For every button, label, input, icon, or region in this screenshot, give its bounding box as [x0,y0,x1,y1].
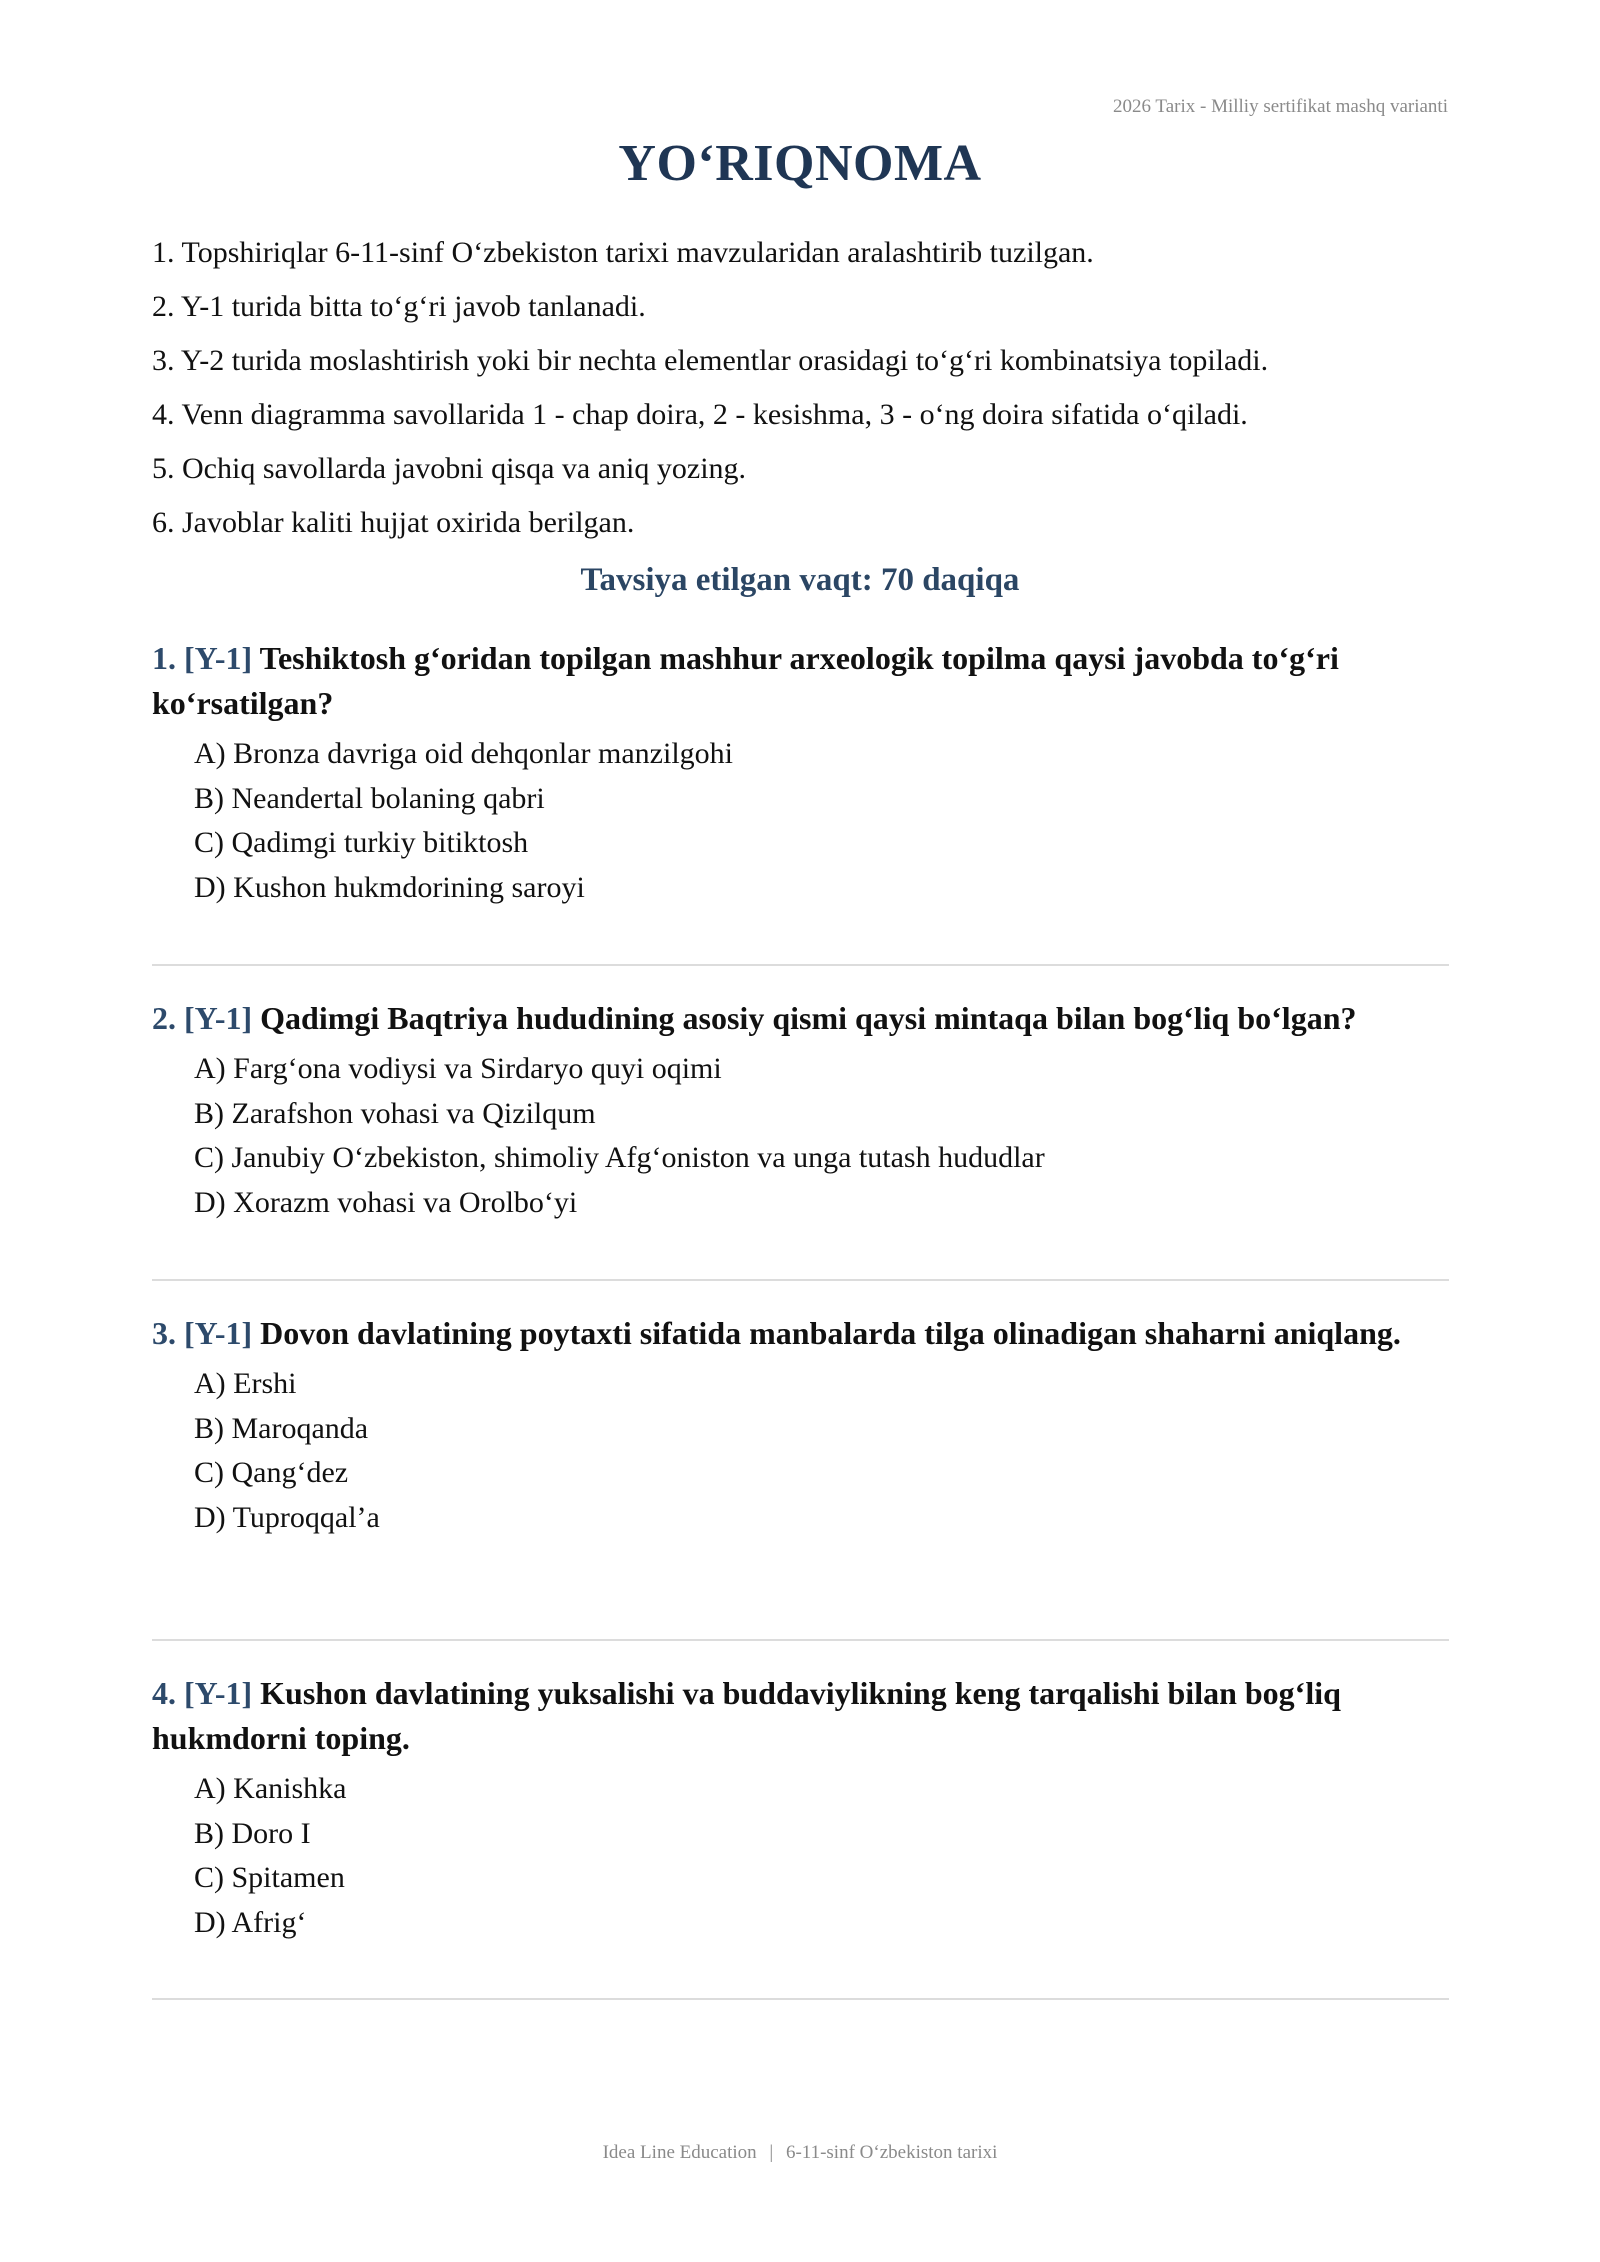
question-number: 4. [152,1675,176,1711]
question-type-tag: [Y-1] [184,1000,253,1036]
answer-option-d[interactable]: D) Tuproqqal’a [194,1500,380,1534]
question-divider [152,1639,1449,1641]
answer-options [194,1767,1452,1945]
answer-option-b[interactable]: B) Maroqanda [194,1411,369,1445]
question-heading [152,1311,1452,1356]
answer-option-a[interactable]: A) Kanishka [194,1772,347,1805]
answer-option-c[interactable]: C) Janubiy O‘zbekiston, shimoliy Afg‘oniston va unga tutash hududlar [194,1141,1045,1174]
answer-option-b[interactable]: B) Zarafshon vohasi va Qizilqum [194,1096,596,1130]
answer-option-d[interactable]: D) Xorazm vohasi va Orolbo‘yi [194,1185,578,1219]
question-heading [152,1671,1452,1761]
question-divider [152,1998,1449,2000]
instructions-list [152,226,1452,550]
instruction-item: 4. Venn diagramma savollarida 1 - chap doira, 2 - kesishma, 3 - o‘ng doira sifatida o‘qiladi. [152,398,1248,431]
instruction-item: 2. Y-1 turida bitta to‘g‘ri javob tanlanadi. [152,290,646,323]
footer-separator: | [769,2142,774,2163]
instruction-item: 3. Y-2 turida moslashtirish yoki bir nechta elementlar orasidagi to‘g‘ri kombinatsiya topiladi. [152,344,1269,377]
answer-option-b[interactable]: B) Neandertal bolaning qabri [194,781,545,815]
answer-options [194,732,1452,910]
page-footer [0,2142,1600,2164]
question-number: 1. [152,640,176,676]
question-text: Kushon davlatining yuksalishi va buddaviylikning keng tarqalishi bilan bog‘liq hukmdorni toping. [152,1675,1341,1756]
answer-option-d[interactable]: D) Kushon hukmdorining saroyi [194,870,585,904]
recommended-time: Tavsiya etilgan vaqt: 70 daqiqa [580,562,1020,598]
question-1 [152,636,1452,910]
question-type-tag: [Y-1] [184,640,253,676]
footer-publisher: Idea Line Education [602,2142,757,2163]
question-type-tag: [Y-1] [184,1675,253,1711]
question-number: 2. [152,1000,176,1036]
question-divider [152,964,1449,966]
answer-option-a[interactable]: A) Bronza davriga oid dehqonlar manzilgohi [194,737,734,770]
question-2 [152,996,1452,1225]
answer-option-d[interactable]: D) Afrig‘ [194,1905,307,1939]
instruction-item: 1. Topshiriqlar 6-11-sinf O‘zbekiston tarixi mavzularidan aralashtirib tuzilgan. [152,236,1094,269]
answer-options [194,1047,1452,1225]
answer-option-c[interactable]: C) Qang‘dez [194,1456,349,1489]
question-number: 3. [152,1315,176,1351]
question-4 [152,1671,1452,1945]
answer-option-a[interactable]: A) Farg‘ona vodiysi va Sirdaryo quyi oqimi [194,1052,722,1085]
footer-subject: 6-11-sinf O‘zbekiston tarixi [785,2142,998,2163]
question-type-tag: [Y-1] [184,1315,253,1351]
answer-option-c[interactable]: C) Qadimgi turkiy bitiktosh [194,826,529,859]
question-text: Qadimgi Baqtriya hududining asosiy qismi qaysi mintaqa bilan bog‘liq bo‘lgan? [260,1000,1357,1036]
answer-options [194,1362,1452,1540]
question-divider [152,1279,1449,1281]
answer-option-c[interactable]: C) Spitamen [194,1861,345,1894]
answer-option-a[interactable]: A) Ershi [194,1367,297,1400]
question-heading [152,996,1452,1041]
question-text: Teshiktosh g‘oridan topilgan mashhur arxeologik topilma qaysi javobda to‘g‘ri ko‘rsatilgan? [152,640,1339,721]
question-heading [152,636,1452,726]
question-text: Dovon davlatining poytaxti sifatida manbalarda tilga olinadigan shaharni aniqlang. [260,1315,1401,1351]
question-3 [152,1311,1452,1540]
header-note: 2026 Tarix - Milliy sertifikat mashq varianti [1113,96,1448,117]
instruction-item: 5. Ochiq savollarda javobni qisqa va aniq yozing. [152,452,747,485]
instruction-item: 6. Javoblar kaliti hujjat oxirida berilgan. [152,506,635,539]
page-title: YO‘RIQNOMA [618,135,982,192]
answer-option-b[interactable]: B) Doro I [194,1816,311,1850]
